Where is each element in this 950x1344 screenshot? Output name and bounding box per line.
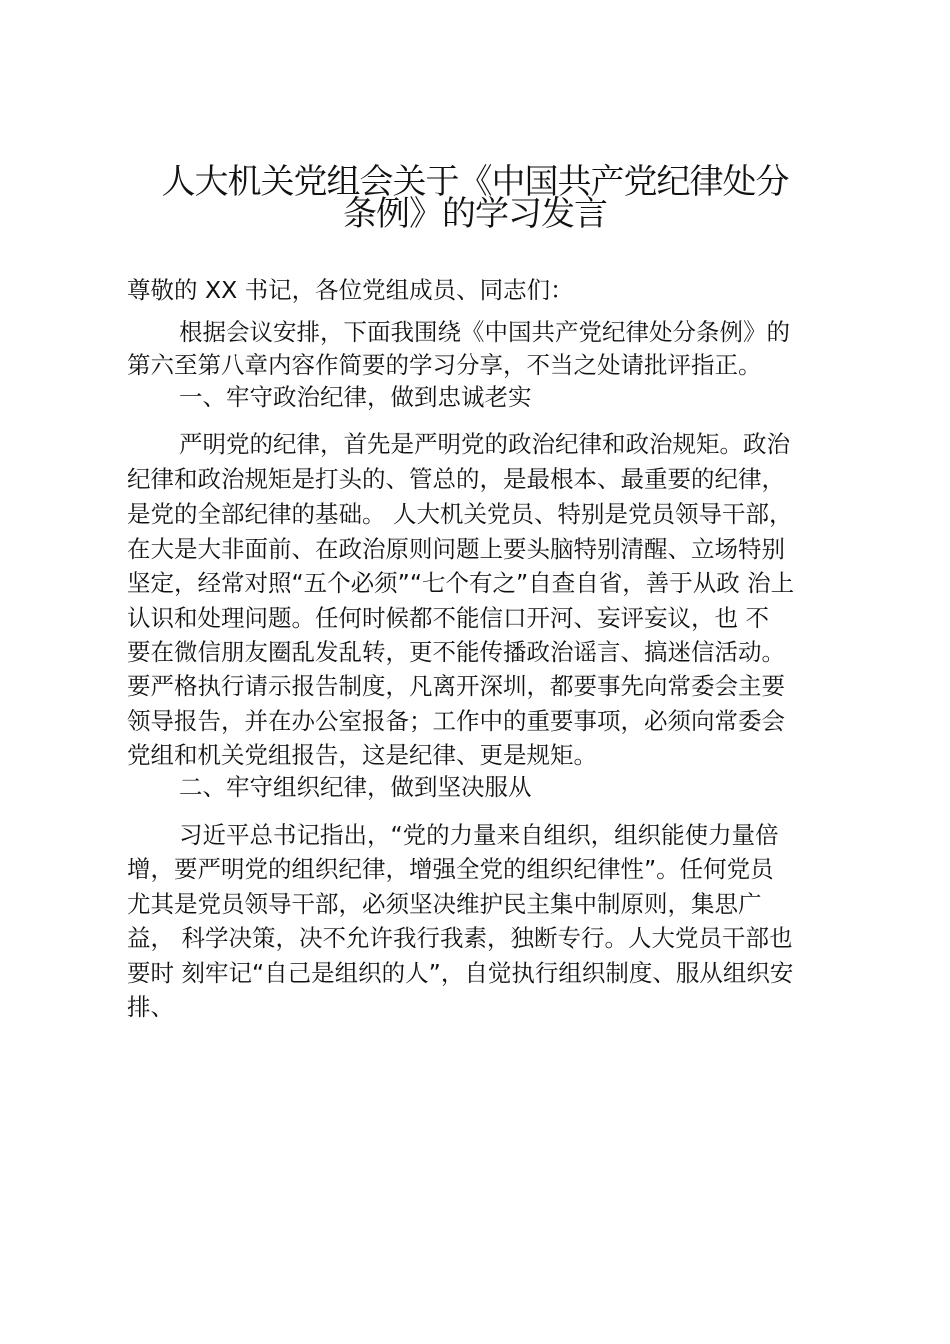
section-1-line: 党组和机关党组报告，这是纪律、更是规矩。 [127, 741, 597, 769]
section-2-line: 益， 科学决策，决不允许我行我素，独断专行。人大党员干部也 [127, 924, 793, 952]
section-1-line: 坚定，经常对照“五个必须”“七个有之”自查自省，善于从政 治上 [127, 569, 795, 597]
intro-line: 第六至第八章内容作简要的学习分享，不当之处请批评指正。 [127, 351, 762, 379]
section-1-line: 领导报告，并在办公室报备；工作中的重要事项，必须向常委会 [127, 707, 785, 735]
section-2-line: 尤其是党员领导干部，必须坚决维护民主集中制原则，集思广 [127, 890, 762, 918]
intro-line: 根据会议安排，下面我围绕《中国共产党纪律处分条例》的 [179, 318, 790, 346]
section-1-line: 是党的全部纪律的基础。 人大机关党员、特别是党员领导干部， [127, 500, 793, 528]
section-1-line: 纪律和政治规矩是打头的、管总的，是最根本、最重要的纪律， [127, 465, 785, 493]
section-2-line: 排、 [127, 993, 174, 1021]
section-1-line: 在大是大非面前、在政治原则问题上要头脑特别清醒、立场特别 [127, 535, 785, 563]
salutation: 尊敬的 XX 书记，各位党组成员、同志们： [127, 276, 574, 304]
section-1-heading: 一、牢守政治纪律，做到忠诚老实 [179, 383, 532, 411]
section-2-line: 要时 刻牢记“自己是组织的人”，自觉执行组织制度、服从组织安 [127, 959, 794, 987]
section-2-line: 增，要严明党的组织纪律，增强全党的组织纪律性”。任何党员 [127, 855, 774, 883]
document-title-line-1: 人大机关党组会关于《中国共产党纪律处分 [161, 162, 789, 202]
document-title-line-2: 条例》的学习发言 [343, 194, 607, 234]
section-2-line: 习近平总书记指出，“党的力量来自组织，组织能使力量倍 [179, 821, 779, 849]
section-1-line: 要严格执行请示报告制度，凡离开深圳，都要事先向常委会主要 [127, 672, 785, 700]
section-2-heading: 二、牢守组织纪律，做到坚决服从 [179, 773, 532, 801]
section-1-line: 认识和处理问题。任何时候都不能信口开河、妄评妄议，也 不 [127, 604, 769, 632]
section-1-line: 要在微信朋友圈乱发乱转，更不能传播政治谣言、搞迷信活动。 [127, 638, 785, 666]
section-1-line: 严明党的纪律，首先是严明党的政治纪律和政治规矩。政治 [179, 430, 790, 458]
